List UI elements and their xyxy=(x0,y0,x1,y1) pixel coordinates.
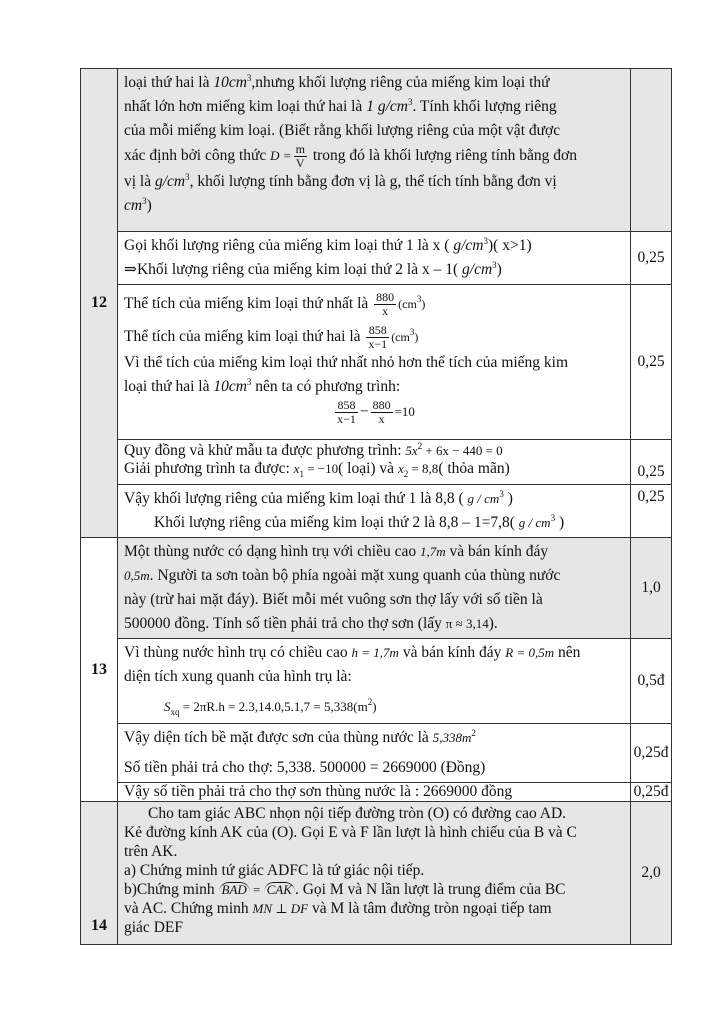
q13-intro-points: 1,0 xyxy=(631,538,672,639)
q13-step2-text: Vậy diện tích bề mặt được sơn của thùng nước là $5,338m^2$ Số tiền phải trả cho thợ: 5,338. 500000 = 2669000 (Đồng) xyxy=(118,724,631,783)
q13-step1-points: 0,5đ xyxy=(631,639,672,724)
q13-step3-row xyxy=(81,783,672,802)
q13-step1-row xyxy=(81,639,672,724)
q13-surface-equation: $S_{xq} = 2\pi R.h = 2.3,14.0,5.1,7 = 5,338(m^2)$ xyxy=(164,696,377,718)
q12-step2-row xyxy=(81,285,672,440)
q13-step2-points: 0,25đ xyxy=(631,724,672,783)
q12-number: 12 xyxy=(81,69,118,538)
q12-intro-points xyxy=(631,69,672,232)
q12-step1-points: 0,25 xyxy=(631,232,672,285)
q12-step3-points: 0,25 xyxy=(631,440,672,485)
answer-table xyxy=(80,68,672,945)
q14-text: Cho tam giác ABC nhọn nội tiếp đường tròn (O) có đường cao AD. Kẻ đường kính AK của (O). Gọi E và F lần lượt là hình chiếu của B và C trên AK. a) Chứng minh tứ giác ADFC là tứ giác nội tiếp. b)Chứng minh BAD = CAK . Gọi M và N lần lượt là trung điểm của BC và AC. Chứng minh MN ⊥ DF và M là tâm đường tròn ngoại tiếp tam giác DEF xyxy=(118,802,631,945)
q12-step1-text: Gọi khối lượng riêng của miếng kim loại thứ 1 là x ( $g/cm^3$)( x>1) ⇒Khối lượng riêng của miếng kim loại thứ 2 là x – 1( $g/cm^3$) xyxy=(118,232,631,285)
q12-step2-points: 0,25 xyxy=(631,285,672,440)
q12-step4-row xyxy=(81,485,672,538)
q14-row xyxy=(81,802,672,945)
q13-intro-text: Một thùng nước có dạng hình trụ với chiều cao 1,7m và bán kính đáy 0,5m. Người ta sơn toàn bộ phía ngoài mặt xung quanh của thùng nước này (trừ hai mặt đáy). Biết mỗi mét vuông sơn thợ lấy với số tiền là 500000 đồng. Tính số tiền phải trả cho thợ sơn (lấy π ≈ 3,14). xyxy=(118,538,631,639)
q13-step2-row xyxy=(81,724,672,783)
q12-intro-row xyxy=(81,69,672,232)
q12-step1-row xyxy=(81,232,672,285)
q13-intro-row xyxy=(81,538,672,639)
q14-points: 2,0 xyxy=(631,802,672,945)
q12-step3-row xyxy=(81,440,672,485)
q13-step1-text: Vì thùng nước hình trụ có chiều cao h = 1,7m và bán kính đáy R = 0,5m nên diện tích xung quanh của hình trụ là: $S_{xq} = 2\pi R.h = 2.3,14.0,5.1,7 = 5,338(m^2)$ xyxy=(118,639,631,724)
q12-step2-text: Thể tích của miếng kim loại thứ nhất là $\frac{880}{x}$ $(cm^3)$ Thể tích của miếng kim loại thứ hai là $\frac{858}{x-1}$ $(cm^3)$ Vì thể tích của miếng kim loại thứ nhất nhỏ hơn thể tích của miếng kim loại thứ hai là $10cm^3$ nên ta có phương trình: $\frac{858}{x-1}$ − $\frac{880}{x}$ =10 xyxy=(118,285,631,440)
q12-equation: $\frac{858}{x-1}$ − $\frac{880}{x}$ =10 xyxy=(337,398,415,426)
q13-step3-points: 0,25đ xyxy=(631,783,672,802)
q12-step3-text: Quy đồng và khử mẫu ta được phương trình: $5x^2 + 6x - 440 = 0$ Giải phương trình ta được: $x_1 = -10$( loại) và $x_2 = 8,8$( thỏa mãn) xyxy=(118,440,631,485)
q13-step3-text: Vậy số tiền phải trả cho thợ sơn thùng nước là : 2669000 đồng xyxy=(118,783,631,802)
q12-step4-points: 0,25 xyxy=(631,485,672,538)
answer-table-sheet xyxy=(80,68,672,945)
q12-intro-text: loại thứ hai là $10cm^3,nhưng$ khối lượng riêng của miếng kim loại thứ nhất lớn hơn miếng kim loại thứ hai là 1 $g/cm^3$. Tính khối lượng riêng của mỗi miếng kim loại. (Biết rằng khối lượng riêng của một vật được xác định bởi công thức D = $\frac{m}{V}$ trong đó là khối lượng riêng tính bằng đơn vị là $g/cm^3$, khối lượng tính bằng đơn vị là g, thể tích tính bằng đơn vị $cm^3$) xyxy=(118,69,631,232)
q12-step4-text: Vậy khối lượng riêng của miếng kim loại thứ 1 là 8,8 ( g / $cm^3$ ) Khối lượng riêng của miếng kim loại thứ 2 là 8,8 – 1=7,8( g / $cm^3$ ) xyxy=(118,485,631,538)
q13-number: 13 xyxy=(81,538,118,802)
q14-number: 14 xyxy=(81,802,118,945)
